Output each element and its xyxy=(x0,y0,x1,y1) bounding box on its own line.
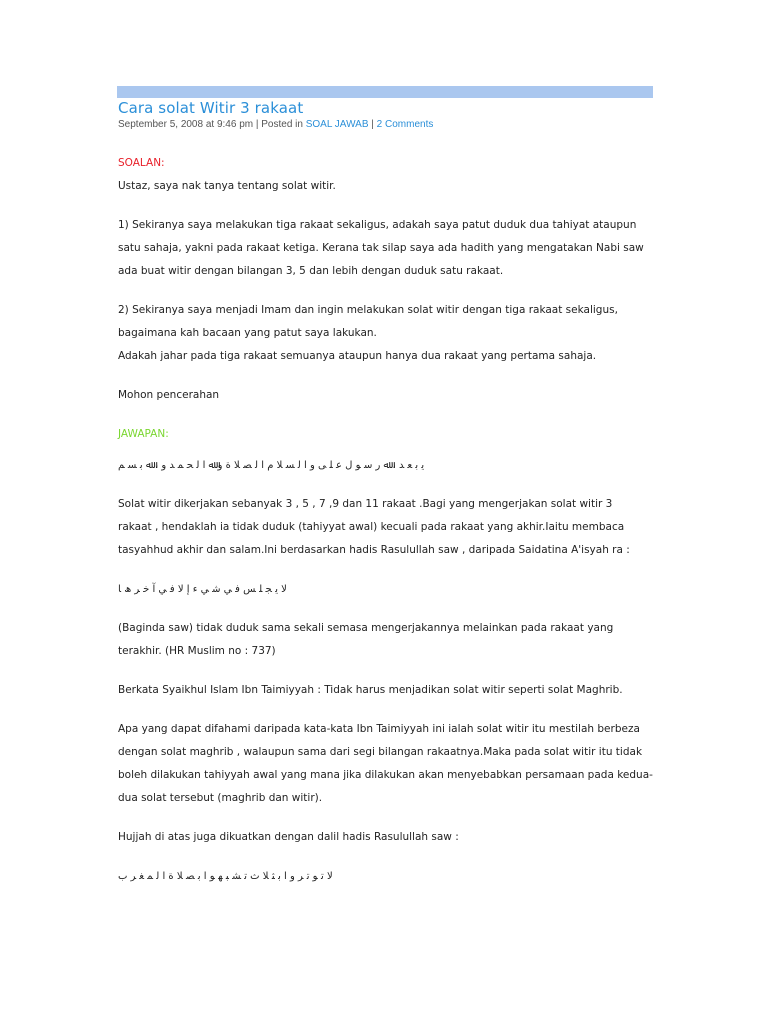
spacer xyxy=(118,407,658,423)
answer-paragraph-4: boleh dilakukan tahiyyah awal yang mana jika dilakukan akan menyebabkan persamaan pada kedua- xyxy=(118,769,653,781)
question-2-line: bagaimana kah bacaan yang patut saya lakukan. xyxy=(118,327,377,339)
question-2-line: 2) Sekiranya saya menjadi Imam dan ingin melakukan solat witir dengan tiga rakaat sekaligus, xyxy=(118,304,618,316)
soalan-intro: Ustaz, saya nak tanya tentang solat witir. xyxy=(118,180,336,192)
question-1-line: ada buat witir dengan bilangan 3, 5 dan lebih dengan duduk satu rakaat. xyxy=(118,265,504,277)
answer-paragraph-1: Solat witir dikerjakan sebanyak 3 , 5 , 7 ,9 dan 11 rakaat .Bagi yang mengerjakan solat witir 3 xyxy=(118,498,613,510)
spacer xyxy=(118,368,658,384)
spacer xyxy=(118,477,658,493)
answer-paragraph-2: terakhir. (HR Muslim no : 737) xyxy=(118,645,276,657)
spacer xyxy=(118,562,658,578)
spacer xyxy=(118,601,658,617)
post-date: September 5, 2008 at 9:46 pm | Posted in xyxy=(118,119,306,130)
answer-paragraph-4: Apa yang dapat difahami daripada kata-kata Ibn Taimiyyah ini ialah solat witir itu mestilah berbeza xyxy=(118,723,640,735)
soalan-heading: SOALAN: xyxy=(118,157,165,169)
comments-link[interactable]: 2 Comments xyxy=(376,119,434,130)
spacer xyxy=(118,198,658,214)
answer-paragraph-3: Berkata Syaikhul Islam Ibn Taimiyyah : Tidak harus menjadikan solat witir seperti solat Maghrib. xyxy=(118,684,623,696)
question-1-line: 1) Sekiranya saya melakukan tiga rakaat sekaligus, adakah saya patut duduk dua tahiyat ataupun xyxy=(118,219,637,231)
spacer xyxy=(118,702,658,718)
question-1-line: satu sahaja, yakni pada rakaat ketiga. Kerana tak silap saya ada hadith yang mengatakan Nabi saw xyxy=(118,242,644,254)
answer-paragraph-1: tasyahhud akhir dan salam.Ini berdasarkan hadis Rasulullah saw , daripada Saidatina A'isyah ra : xyxy=(118,544,630,556)
arabic-hadith-1: ﻻ ﯾ ﺠ ﻠ ﺲ ﻓ ﻲ ﺷ ﻲ ء إ ﻻ ﻓ ﻲ آ ﺧ ﺮ ھ ﺎ xyxy=(118,584,287,595)
spacer xyxy=(118,446,658,454)
jawapan-heading: JAWAPAN: xyxy=(118,428,169,440)
spacer xyxy=(118,849,658,865)
answer-paragraph-4: dua solat tersebut (maghrib dan witir). xyxy=(118,792,323,804)
meta-separator: | xyxy=(368,119,377,130)
question-2-line: Adakah jahar pada tiga rakaat semuanya ataupun hanya dua rakaat yang pertama sahaja. xyxy=(118,350,597,362)
spacer xyxy=(118,810,658,826)
post-title[interactable]: Cara solat Witir 3 rakaat xyxy=(118,99,304,117)
answer-paragraph-1: rakaat , hendaklah ia tidak duduk (tahiyyat awal) kecuali pada rakaat yang akhir.Iaitu membaca xyxy=(118,521,625,533)
post-meta xyxy=(118,118,658,132)
soalan-closing: Mohon pencerahan xyxy=(118,389,220,401)
category-link[interactable]: SOAL JAWAB xyxy=(305,119,369,130)
spacer xyxy=(118,283,658,299)
post-body xyxy=(118,152,658,888)
post-content xyxy=(118,96,658,888)
arabic-hadith-2: ﻻ ﺗ ﻮ ﺗ ﺮ و ا ﺑ ﺜ ﻼ ث ﺗ ﺸ ﺒ ﮭ ﻮ ا ﺑ ﺼ ﻼ ة ا ﻟ ﻤ ﻐ ﺮ ب xyxy=(118,871,333,882)
answer-paragraph-2: (Baginda saw) tidak duduk sama sekali semasa mengerjakannya melainkan pada rakaat yang xyxy=(118,622,614,634)
answer-paragraph-5: Hujjah di atas juga dikuatkan dengan dalil hadis Rasulullah saw : xyxy=(118,831,459,843)
arabic-basmalah: ﯾ ﺑ ﻌ ﺪ ، ﷲ ر ﺳ ﻮ ل ﻋ ﻠ ﻰ و ا ﻟ ﺴ ﻼ م ا ﻟ ﺼ ﻼ ة و ﷲ ا ﻟ ﺤ ﻤ ﺪ و ، ﷲ ﺑ ﺴ ﻢ xyxy=(118,460,425,471)
answer-paragraph-4: dengan solat maghrib , walaupun sama dari segi bilangan rakaatnya.Maka pada solat witir itu tidak xyxy=(118,746,643,758)
spacer xyxy=(118,663,658,679)
